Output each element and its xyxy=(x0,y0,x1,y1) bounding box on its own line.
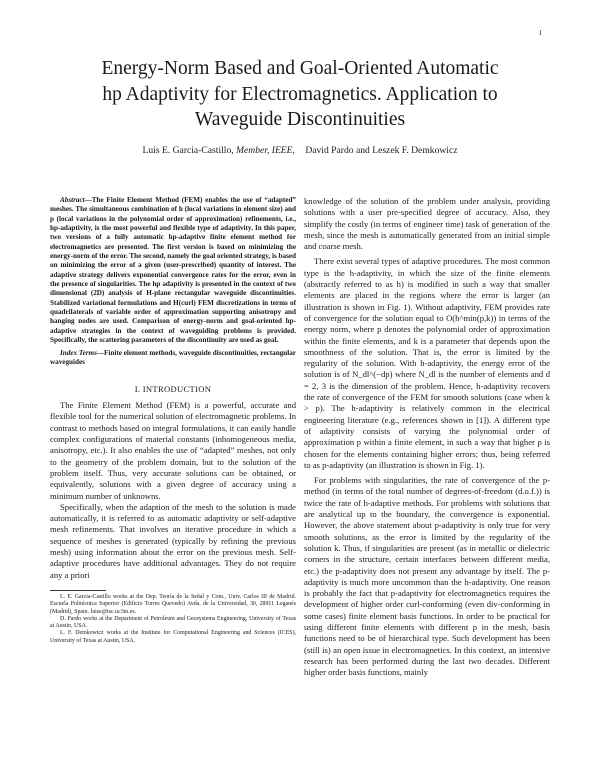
index-terms-lead: Index Terms xyxy=(60,348,97,357)
right-column xyxy=(304,196,550,678)
index-terms-text: —Finite element methods, waveguide discontinuities, rectangular waveguides xyxy=(50,348,296,366)
abstract-text: —The Finite Element Method (FEM) enables the use of “adapted” meshes. The simultaneous combination of h (local variations in element size) and p (local variations in the polynomial order of approximation) refinements, i.e., hp-adaptivity, is the most powerful and flexible type of adaptivity. In this paper, two versions of a fully automatic hp-adaptive finite element method for electromagnetics are presented. The first version is based on minimizing the energy-norm of the error. The second, namely the goal oriented strategy, is based on minimizing the error of a given (user-prescribed) quantity of interest. The adaptive strategy delivers exponential convergence rates for the error, even in the presence of singularities. The hp adaptivity is presented in the context of two dimensional (2D) analysis of H-plane rectangular waveguide discontinuities. Stabilized variational formulations and H(curl) FEM discretizations in terms of quadrilaterals of variable order of approximation supporting anisotropy and hanging nodes are used. Comparison of energy-norm and goal-oriented hp-adaptive strategies in the context of waveguiding problems is provided. Specifically, the scattering parameters of the discontinuity are used as goal. xyxy=(50,196,296,345)
footnote-affiliation: L. E. Garcia-Castillo works at the Dep. Teoría de la Señal y Com., Univ. Carlos III de Madrid. Escuela Politécnica Superior (Edificio Torres Quevedo) Avda. de la Universidad, 30, 28911 Leganés (Madrid), Spain. luise@tsc.uc3m.es. xyxy=(50,593,296,615)
title-line-2: hp Adaptivity for Electromagnetics. Application to xyxy=(102,83,498,105)
section-heading-introduction: I. INTRODUCTION xyxy=(134,384,212,395)
body-paragraph: For problems with singularities, the rate of convergence of the p-method (in terms of the total number of degrees-of-freedom (d.o.f.)) is twice the rate of h-adaptive methods. For problems with solutions that are analytical up to the boundary, the convergence is exponential. However, the above statement about p-adaptivity is only true for very smooth solutions, as the error is limited by the regularity of the solution k. Thus, if singularities are present (as in metallic or dielectric corners in the structure, certain interfaces between different media, etc.) the p-adaptivity does not present any advantage by itself. The p-adaptivity is much more uncommon than the h-adaptivity. One reason is probably the fact that p-adaptivity for electromagnetics requires the development of higher order curl-conforming (even div-conforming in some cases) finite element basis functions. In order to be practical for using different finite elements with different p in the mesh, basis functions need to be of hierarchical type. Such development has been (still is) an open issue in electromagnetics. In this context, an intensive research has been performed during the last two decades. Different higher order basis functions, mainly xyxy=(304,475,550,678)
author-1-name: Luis E. Garcia-Castillo, xyxy=(142,145,234,156)
footnote-affiliation: L. F. Demkowicz works at the Institute for Computational Engineering and Sciences (ICES), University of Texas at Austin, USA. xyxy=(50,630,296,644)
left-column xyxy=(50,196,296,645)
paper-title xyxy=(50,56,550,133)
title-line-1: Energy-Norm Based and Goal-Oriented Automatic xyxy=(101,58,499,79)
footnote-affiliation: D. Pardo works at the Department of Petroleum and Geosystems Engineering, University of Texas at Austin, USA. xyxy=(50,615,296,630)
footnote-divider xyxy=(50,590,106,591)
abstract-lead: Abstract xyxy=(60,196,85,204)
body-paragraph: knowledge of the solution of the problem under analysis, providing solutions with a user pre-specified degree of accuracy. Also, they simplify the costly (in terms of engineer time) task of generation of the mesh, since the mesh is automatically generated from an initial simple and coarse mesh. xyxy=(304,196,550,252)
title-line-3: Waveguide Discontinuities xyxy=(194,109,406,130)
page-number: 1 xyxy=(538,29,542,37)
author-2-and-3: David Pardo and Leszek F. Demkowicz xyxy=(305,145,458,156)
body-paragraph: There exist several types of adaptive procedures. The most common type is the h-adaptivity, in which the size of the finite elements (abstractly referred to as h) is modified in such a way that smaller elements are placed in the regions where the error is larger (an illustration is shown in Fig. 1). Without adaptivity, FEM provides rate of convergence for the solution equal to O(h^min(p,k)) in terms of the energy norm, where p denotes the polynomial order of approximation within the finite elements, and k is a parameter that depends upon the smoothness of the solution. That is, the error is limited by the regularity of the solution. With h-adaptivity, the energy error of the solution is of N_dl^(−dp) where N_dl is the number of elements and d = 2, 3 is the dimension of the problem. Hence, h-adaptivity recovers the rate of convergence of the FEM for smooth solutions (case when k > p). The h-adaptivity is relatively common in the electrical engineering literature (e.g., references shown in [1]). A different type of adaptivity consists of varying the polynomial order of approximation p within a finite element, in such a way that higher p is chosen for the elements containing higher errors; thus, being referred to as p-adaptivity (an illustration is shown in Fig. 1). xyxy=(304,256,550,470)
body-paragraph: The Finite Element Method (FEM) is a powerful, accurate and flexible tool for the numerical solution of electromagnetic problems. In contrast to methods based on integral formulations, it can easily handle complex configurations of material constants (inhomogeneous media, anisotropy, etc.). It also enables the use of “adapted” meshes, not only to the geometry of the problem domain, but to the solution of the problem itself. Thus, very accurate solutions can be obtained, or equivalently, solutions with a given degree of accuracy using a minimum number of unknowns. xyxy=(50,400,296,501)
abstract xyxy=(50,196,296,346)
body-paragraph: Specifically, when the adaption of the mesh to the solution is made automatically, it is referred to as automatic adaptivity or self-adaptive mesh refinements. That involves an iterative procedure in which a sequence of meshes is generated (typically by refining the previous mesh) using information about the error on the previous mesh. Self-adaptive procedures have additional advantages. They do not require any a priori xyxy=(50,501,296,580)
author-1-role: Member, IEEE, xyxy=(236,145,295,156)
author-list xyxy=(50,145,550,156)
index-terms xyxy=(50,349,296,368)
